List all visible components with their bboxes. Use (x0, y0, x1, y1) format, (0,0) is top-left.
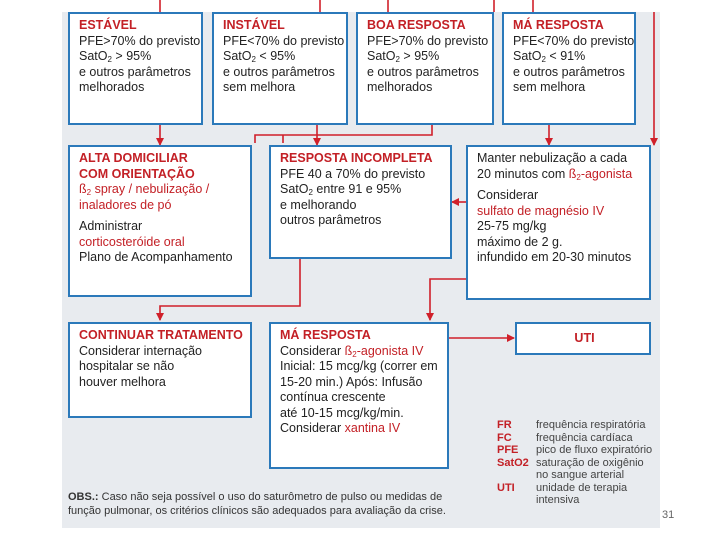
legend-abbr: FC (497, 431, 512, 444)
box-manter-line: 20 minutos com $ß_2$-agonista (477, 166, 633, 182)
box-estavel-line: e outros parâmetros (79, 64, 191, 79)
box-manter-line: Manter nebulização a cada (477, 151, 628, 165)
legend-def: frequência respiratória (536, 419, 646, 431)
legend-row (497, 482, 656, 507)
box-alta-title: COM ORIENTAÇÃO (79, 166, 195, 181)
legend-abbr: SatO2 (497, 456, 529, 469)
box-boa-resposta-title: BOA RESPOSTA (367, 18, 466, 32)
box-instavel-line: PFE<70% do previsto (223, 33, 345, 48)
box-boa-resposta-line: PFE>70% do previsto (367, 33, 489, 48)
obs-label: OBS.: (68, 491, 99, 503)
box-manter-nebulizacao (466, 145, 651, 300)
box-manter-line: infundido em 20-30 minutos (477, 250, 632, 264)
box-incompleta-line: e melhorando (280, 197, 357, 212)
legend-row (497, 432, 656, 445)
arrow-manter-to-ma (430, 279, 466, 320)
box-alta-line: Administrar (79, 219, 143, 233)
box-manter-line: Considerar (477, 188, 539, 202)
box-uti-title: UTI (574, 331, 595, 345)
obs-text: Caso não seja possível o uso do saturômetro de pulso ou medidas de função pulmonar, os critérios clínicos são adequados para avaliação da crise. (68, 491, 446, 517)
box-alta-title: ALTA DOMICILIAR (79, 151, 188, 165)
box-ma-resposta-top-line: sem melhora (513, 80, 586, 94)
box-ma-bottom-line: contínua crescente (280, 390, 386, 404)
box-alta-domiciliar (68, 145, 252, 297)
box-ma-resposta-top-title: MÁ RESPOSTA (513, 18, 604, 32)
box-continuar-line: houver melhora (79, 374, 166, 389)
legend-def: saturação de oxigênio no sangue arterial (536, 456, 644, 481)
legend (497, 419, 656, 507)
page-number: 31 (662, 509, 675, 521)
box-ma-resposta-bottom (269, 322, 449, 469)
box-ma-bottom-line: Inicial: 15 mcg/kg (correr em (280, 359, 438, 373)
legend-abbr: UTI (497, 481, 515, 494)
box-ma-resposta-top-line: e outros parâmetros (513, 64, 625, 79)
box-ma-bottom-line: Considerar $ß_2$-agonista IV (280, 343, 424, 359)
box-continuar-line: hospitalar se não (79, 359, 175, 373)
box-boa-resposta (356, 12, 494, 125)
box-ma-bottom-line: Considerar xantina IV (280, 421, 401, 435)
box-alta-line: Plano de Acompanhamento (79, 250, 233, 264)
box-alta-red-line: inaladores de pó (79, 197, 172, 212)
box-incompleta-line: outros parâmetros (280, 213, 382, 227)
legend-row (497, 457, 656, 482)
box-instavel-line: SatO$_2$ < 95% (223, 49, 296, 64)
box-manter-line: 25-75 mg/kg (477, 219, 547, 233)
box-alta-red-line: $ß_2$ spray / nebulização / (79, 182, 210, 197)
box-boa-resposta-line: SatO$_2$ > 95% (367, 49, 440, 64)
box-estavel-line: melhorados (79, 80, 145, 94)
box-boa-resposta-line: melhorados (367, 80, 433, 94)
box-alta-red-line: corticosteróide oral (79, 234, 185, 249)
box-resposta-incompleta (269, 145, 452, 259)
box-estavel-line: PFE>70% do previsto (79, 33, 201, 48)
box-uti (515, 322, 651, 355)
legend-row (497, 444, 656, 457)
obs-note (68, 490, 463, 518)
box-estavel (68, 12, 203, 125)
box-incompleta-line: PFE 40 a 70% do previsto (280, 166, 426, 181)
box-manter-red-line: sulfato de magnésio IV (477, 203, 605, 218)
box-instavel-line: sem melhora (223, 80, 296, 94)
box-incompleta-title: RESPOSTA INCOMPLETA (280, 151, 433, 165)
box-ma-bottom-line: até 10-15 mcg/kg/min. (280, 405, 404, 420)
box-ma-resposta-bottom-title: MÁ RESPOSTA (280, 328, 371, 342)
box-estavel-line: SatO$_2$ > 95% (79, 49, 152, 64)
box-ma-resposta-top (502, 12, 636, 125)
box-instavel-title: INSTÁVEL (223, 18, 285, 32)
legend-abbr: PFE (497, 444, 519, 456)
box-estavel-title: ESTÁVEL (79, 18, 137, 32)
box-ma-bottom-line: 15-20 min.) Após: Infusão (280, 374, 423, 389)
box-boa-resposta-line: e outros parâmetros (367, 64, 479, 79)
box-instavel (212, 12, 348, 125)
box-continuar-title: CONTINUAR TRATAMENTO (79, 328, 243, 342)
arrow-boa-to-alta (255, 125, 432, 143)
box-ma-resposta-top-line: SatO$_2$ < 91% (513, 49, 586, 64)
box-instavel-line: e outros parâmetros (223, 64, 335, 79)
box-manter-line: máximo de 2 g. (477, 234, 563, 249)
legend-abbr: FR (497, 419, 512, 431)
legend-def: unidade de terapia intensiva (536, 481, 628, 506)
box-incompleta-line: SatO$_2$ entre 91 e 95% (280, 182, 402, 197)
box-continuar-line: Considerar internação (79, 343, 202, 358)
legend-row (497, 419, 656, 432)
legend-def: pico de fluxo expiratório (536, 444, 653, 456)
legend-def: frequência cardíaca (536, 431, 633, 444)
box-ma-resposta-top-line: PFE<70% do previsto (513, 33, 635, 48)
box-continuar-tratamento (68, 322, 252, 418)
